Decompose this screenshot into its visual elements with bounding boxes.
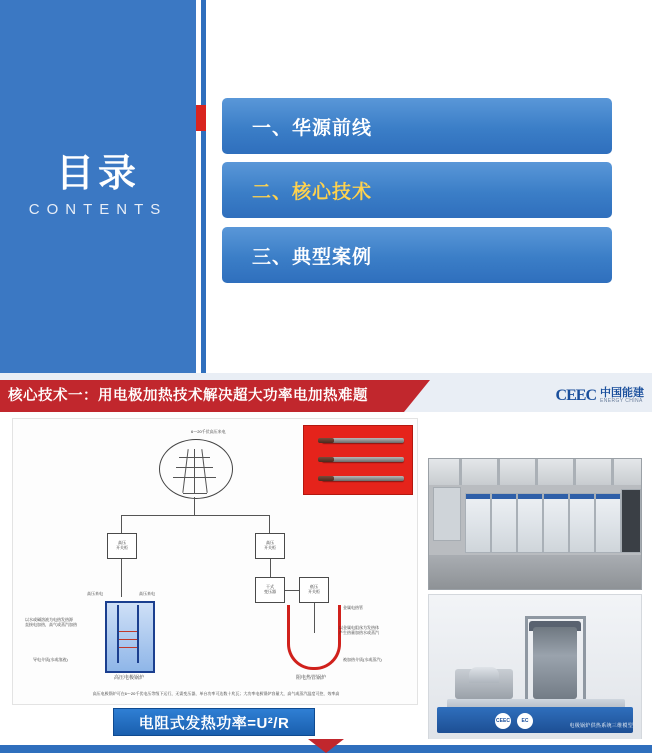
label-hv-left: 高压来电 — [87, 591, 103, 596]
model-frame-right — [583, 617, 586, 699]
toc-item-2[interactable]: 二、核心技术 — [222, 162, 612, 218]
conn-transformer-to-lv — [285, 590, 299, 591]
slide-table-of-contents — [0, 0, 652, 373]
conn-right-down — [270, 559, 271, 577]
pylon-arm-2 — [176, 467, 213, 468]
slide-core-technology — [0, 380, 652, 753]
pylon-base — [183, 493, 207, 494]
cabinet-2-top — [492, 494, 516, 499]
cabinet-6 — [595, 493, 621, 553]
box-hv-switchgear-left — [107, 533, 137, 559]
ceiling-beam-3 — [535, 459, 538, 485]
conn-left-down — [121, 559, 122, 597]
label-hv-right: 高压来电 — [139, 591, 155, 596]
electrode-rod-3 — [322, 476, 404, 481]
tower-callout-circle — [159, 439, 233, 499]
electrode-rod-cap-1 — [318, 438, 334, 443]
slide-separator — [0, 373, 652, 380]
schematic-top-label: 6～20千伏高压来电 — [191, 429, 226, 434]
model-turbine-housing — [469, 667, 499, 683]
bottom-decoration — [0, 739, 652, 753]
feeder-drop-left — [121, 515, 122, 533]
ceiling-beam-4 — [573, 459, 576, 485]
bottom-red-triangle-icon — [308, 739, 344, 753]
electrode-rod-2 — [322, 457, 404, 462]
box-hv-switchgear-left-label: 高压 开关柜 — [116, 540, 128, 550]
note-left-2: 导电介质(水或溶液) — [33, 657, 68, 662]
label-resistance-boiler: 阻电热管锅炉 — [295, 675, 326, 681]
ceiling-beam-2 — [497, 459, 500, 485]
formula-banner: 电阻式发热功率=U²/R — [113, 708, 315, 736]
note-right-1: 金属电热管 — [343, 605, 363, 610]
feeder-trunk — [194, 497, 195, 515]
box-transformer — [255, 577, 285, 603]
cabinet-5 — [569, 493, 595, 553]
wall-unit-left — [433, 487, 461, 541]
ceiling-beam-1 — [459, 459, 462, 485]
electrode-current-2 — [119, 639, 137, 640]
cabinet-2 — [491, 493, 517, 553]
model-boiler-vessel — [533, 627, 577, 699]
box-transformer-label: 干式 变压器 — [264, 584, 276, 594]
model-base-caption: 电极锅炉供热系统三维模型 — [569, 723, 633, 729]
logo-text-block — [600, 388, 644, 404]
electrode-plate-1 — [117, 605, 119, 663]
photo-equipment-room — [428, 458, 642, 590]
model-badge-secondary-icon: EC — [517, 713, 533, 729]
cabinet-6-top — [596, 494, 620, 499]
toc-item-3[interactable]: 三、典型案例 — [222, 227, 612, 283]
toc-item-1[interactable]: 一、华源前线 — [222, 98, 612, 154]
cabinet-5-top — [570, 494, 594, 499]
cabinet-3-top — [518, 494, 542, 499]
photo-3d-model — [428, 594, 642, 744]
toc-title-chinese: 目录 — [55, 153, 140, 195]
pylon-mast — [194, 449, 195, 493]
electrode-rod-cap-2 — [318, 457, 334, 462]
model-badge-ceec-icon: CEEC — [495, 713, 511, 729]
label-electrode-boiler: 高压电极锅炉 — [113, 675, 144, 681]
room-floor — [429, 555, 641, 589]
feeder-drop-right — [269, 515, 270, 533]
electrode-plate-2 — [137, 605, 139, 663]
note-right-2: 以金属电阻丝为发热体 产生热量加热水或蒸汽 — [339, 625, 379, 635]
company-logo — [556, 384, 644, 408]
toc-items-panel — [206, 0, 652, 373]
header-title: 核心技术一：用电极加热技术解决超大功率电加热难题 — [8, 388, 368, 404]
box-lv-switchgear-label: 低压 开关柜 — [308, 584, 320, 594]
cabinet-1 — [465, 493, 491, 553]
feeder-bus — [121, 515, 269, 516]
toc-title-english: CONTENTS — [28, 201, 168, 218]
slide-body — [0, 412, 652, 753]
box-lv-switchgear — [299, 577, 329, 603]
electrode-current-3 — [119, 647, 137, 648]
ceiling-beam-5 — [611, 459, 614, 485]
model-base-plate — [437, 707, 633, 733]
logo-text-english: ENERGY CHINA — [600, 398, 643, 404]
resistance-tube-u — [287, 605, 341, 670]
note-left-1: 以水或碱溶液为电热发热源 直接电加热，高气或蒸汽加热 — [25, 617, 77, 627]
wall-unit-right — [621, 489, 641, 553]
model-frame-top — [525, 616, 586, 619]
logo-text-chinese: 中国能建 — [600, 387, 644, 399]
logo-mark-icon: CEEC — [555, 387, 596, 404]
electrode-current-1 — [119, 631, 137, 632]
model-frame-left — [525, 617, 528, 699]
toc-red-tick-marker — [196, 105, 206, 131]
electrode-boiler-vessel — [105, 601, 155, 673]
cabinet-1-top — [466, 494, 490, 499]
cabinet-4 — [543, 493, 569, 553]
box-hv-switchgear-right-label: 高压 开关柜 — [264, 540, 276, 550]
note-right-3: 被加热介质(水或蒸汽) — [343, 657, 382, 662]
photo-electrode-rods — [303, 425, 413, 495]
cabinet-3 — [517, 493, 543, 553]
header-band — [0, 380, 652, 412]
cabinet-4-top — [544, 494, 568, 499]
schematic-footer-note: 高压电极锅炉可在6～20千伏电压等级下运行，无需变压器，单台功率可达数十兆瓦；大功率电极锅炉容量大，高气或蒸汽温度可控，效率高 — [92, 691, 340, 696]
electrode-rod-1 — [322, 438, 404, 443]
box-hv-switchgear-right — [255, 533, 285, 559]
electrode-rod-cap-3 — [318, 476, 334, 481]
pylon-arm-3 — [173, 477, 216, 478]
schematic-diagram — [12, 418, 418, 705]
pylon-arm-1 — [179, 457, 210, 458]
